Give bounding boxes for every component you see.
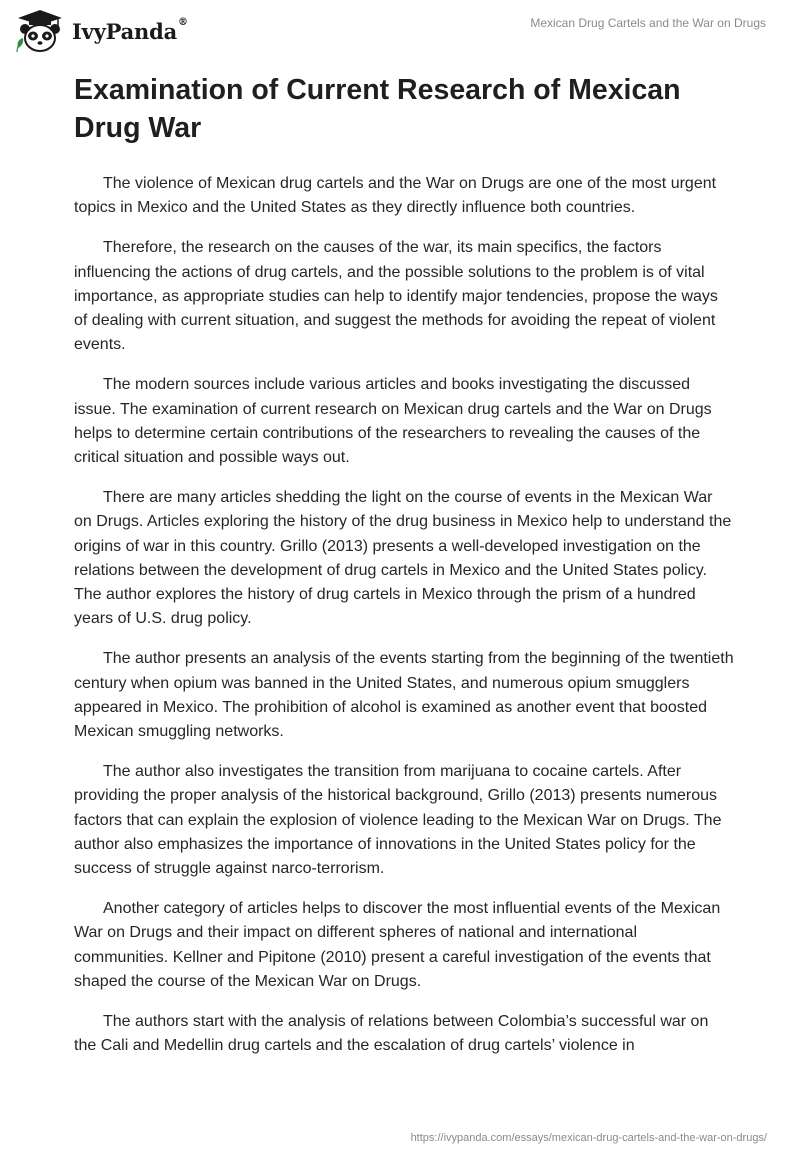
- article-body: [74, 172, 734, 1075]
- brand-name: IvyPanda®: [72, 16, 188, 44]
- page-header: [0, 0, 800, 60]
- paragraph: The authors start with the analysis of relations between Colombia’s successful war on the Cali and Medellin drug cartels and the escalation of drug cartels’ violence in: [74, 1013, 709, 1055]
- paragraph: Another category of articles helps to discover the most influential events of the Mexican War on Drugs and their impact on different spheres of national and international communities. Kellner and Pipitone (2010) present a careful investigation of the events that shaped the course of the Mexican War on Drugs.: [74, 900, 721, 990]
- section-heading: Examination of Current Research of Mexican Drug War: [74, 74, 681, 144]
- registered-mark: ®: [178, 16, 188, 28]
- panda-graduate-icon: [14, 8, 66, 54]
- paragraph: The author also investigates the transition from marijuana to cocaine cartels. After providing the proper analysis of the historical background, Grillo (2013) presents numerous factors that can explain the explosion of violence leading to the Mexican War on Drugs. The author also emphasizes the importance of innovations in the United States policy for the success of struggle against narco-terrorism.: [74, 763, 722, 878]
- paragraph: The modern sources include various articles and books investigating the discussed issue. The examination of current research on Mexican drug cartels and the War on Drugs helps to determine certain contributions of the researchers to revealing the causes of the critical situation and possible ways out.: [74, 376, 712, 467]
- paragraph: The author presents an analysis of the events starting from the beginning of the twentieth century when opium was banned in the United States, and numerous opium smugglers appeared in Mexico. The prohibition of alcohol is examined as another event that boosted Mexican smuggling networks.: [74, 650, 734, 741]
- paragraph: The violence of Mexican drug cartels and the War on Drugs are one of the most urgent topics in Mexico and the United States as they directly influence both countries.: [74, 175, 717, 217]
- source-url[interactable]: https://ivypanda.com/essays/mexican-drug-cartels-and-the-war-on-drugs/: [410, 1132, 767, 1144]
- ivypanda-logo[interactable]: [14, 8, 188, 54]
- document-title: Mexican Drug Cartels and the War on Drugs: [530, 16, 766, 30]
- paragraph: There are many articles shedding the light on the course of events in the Mexican War on Drugs. Articles exploring the history of the drug business in Mexico help to understand the origins of war in this country. Grillo (2013) presents a well-developed investigation on the relations between the development of drug cartels in Mexico and the United States policy. The author explores the history of drug cartels in Mexico through the prism of a hundred years of U.S. drug policy.: [74, 489, 732, 628]
- paragraph: Therefore, the research on the causes of the war, its main specifics, the factors influencing the actions of drug cartels, and the possible solutions to the problem is of vital importance, as appropriate studies can help to identify major tendencies, propose the ways of dealing with current situation, and suggest the methods for avoiding the repeat of violent events.: [74, 239, 718, 354]
